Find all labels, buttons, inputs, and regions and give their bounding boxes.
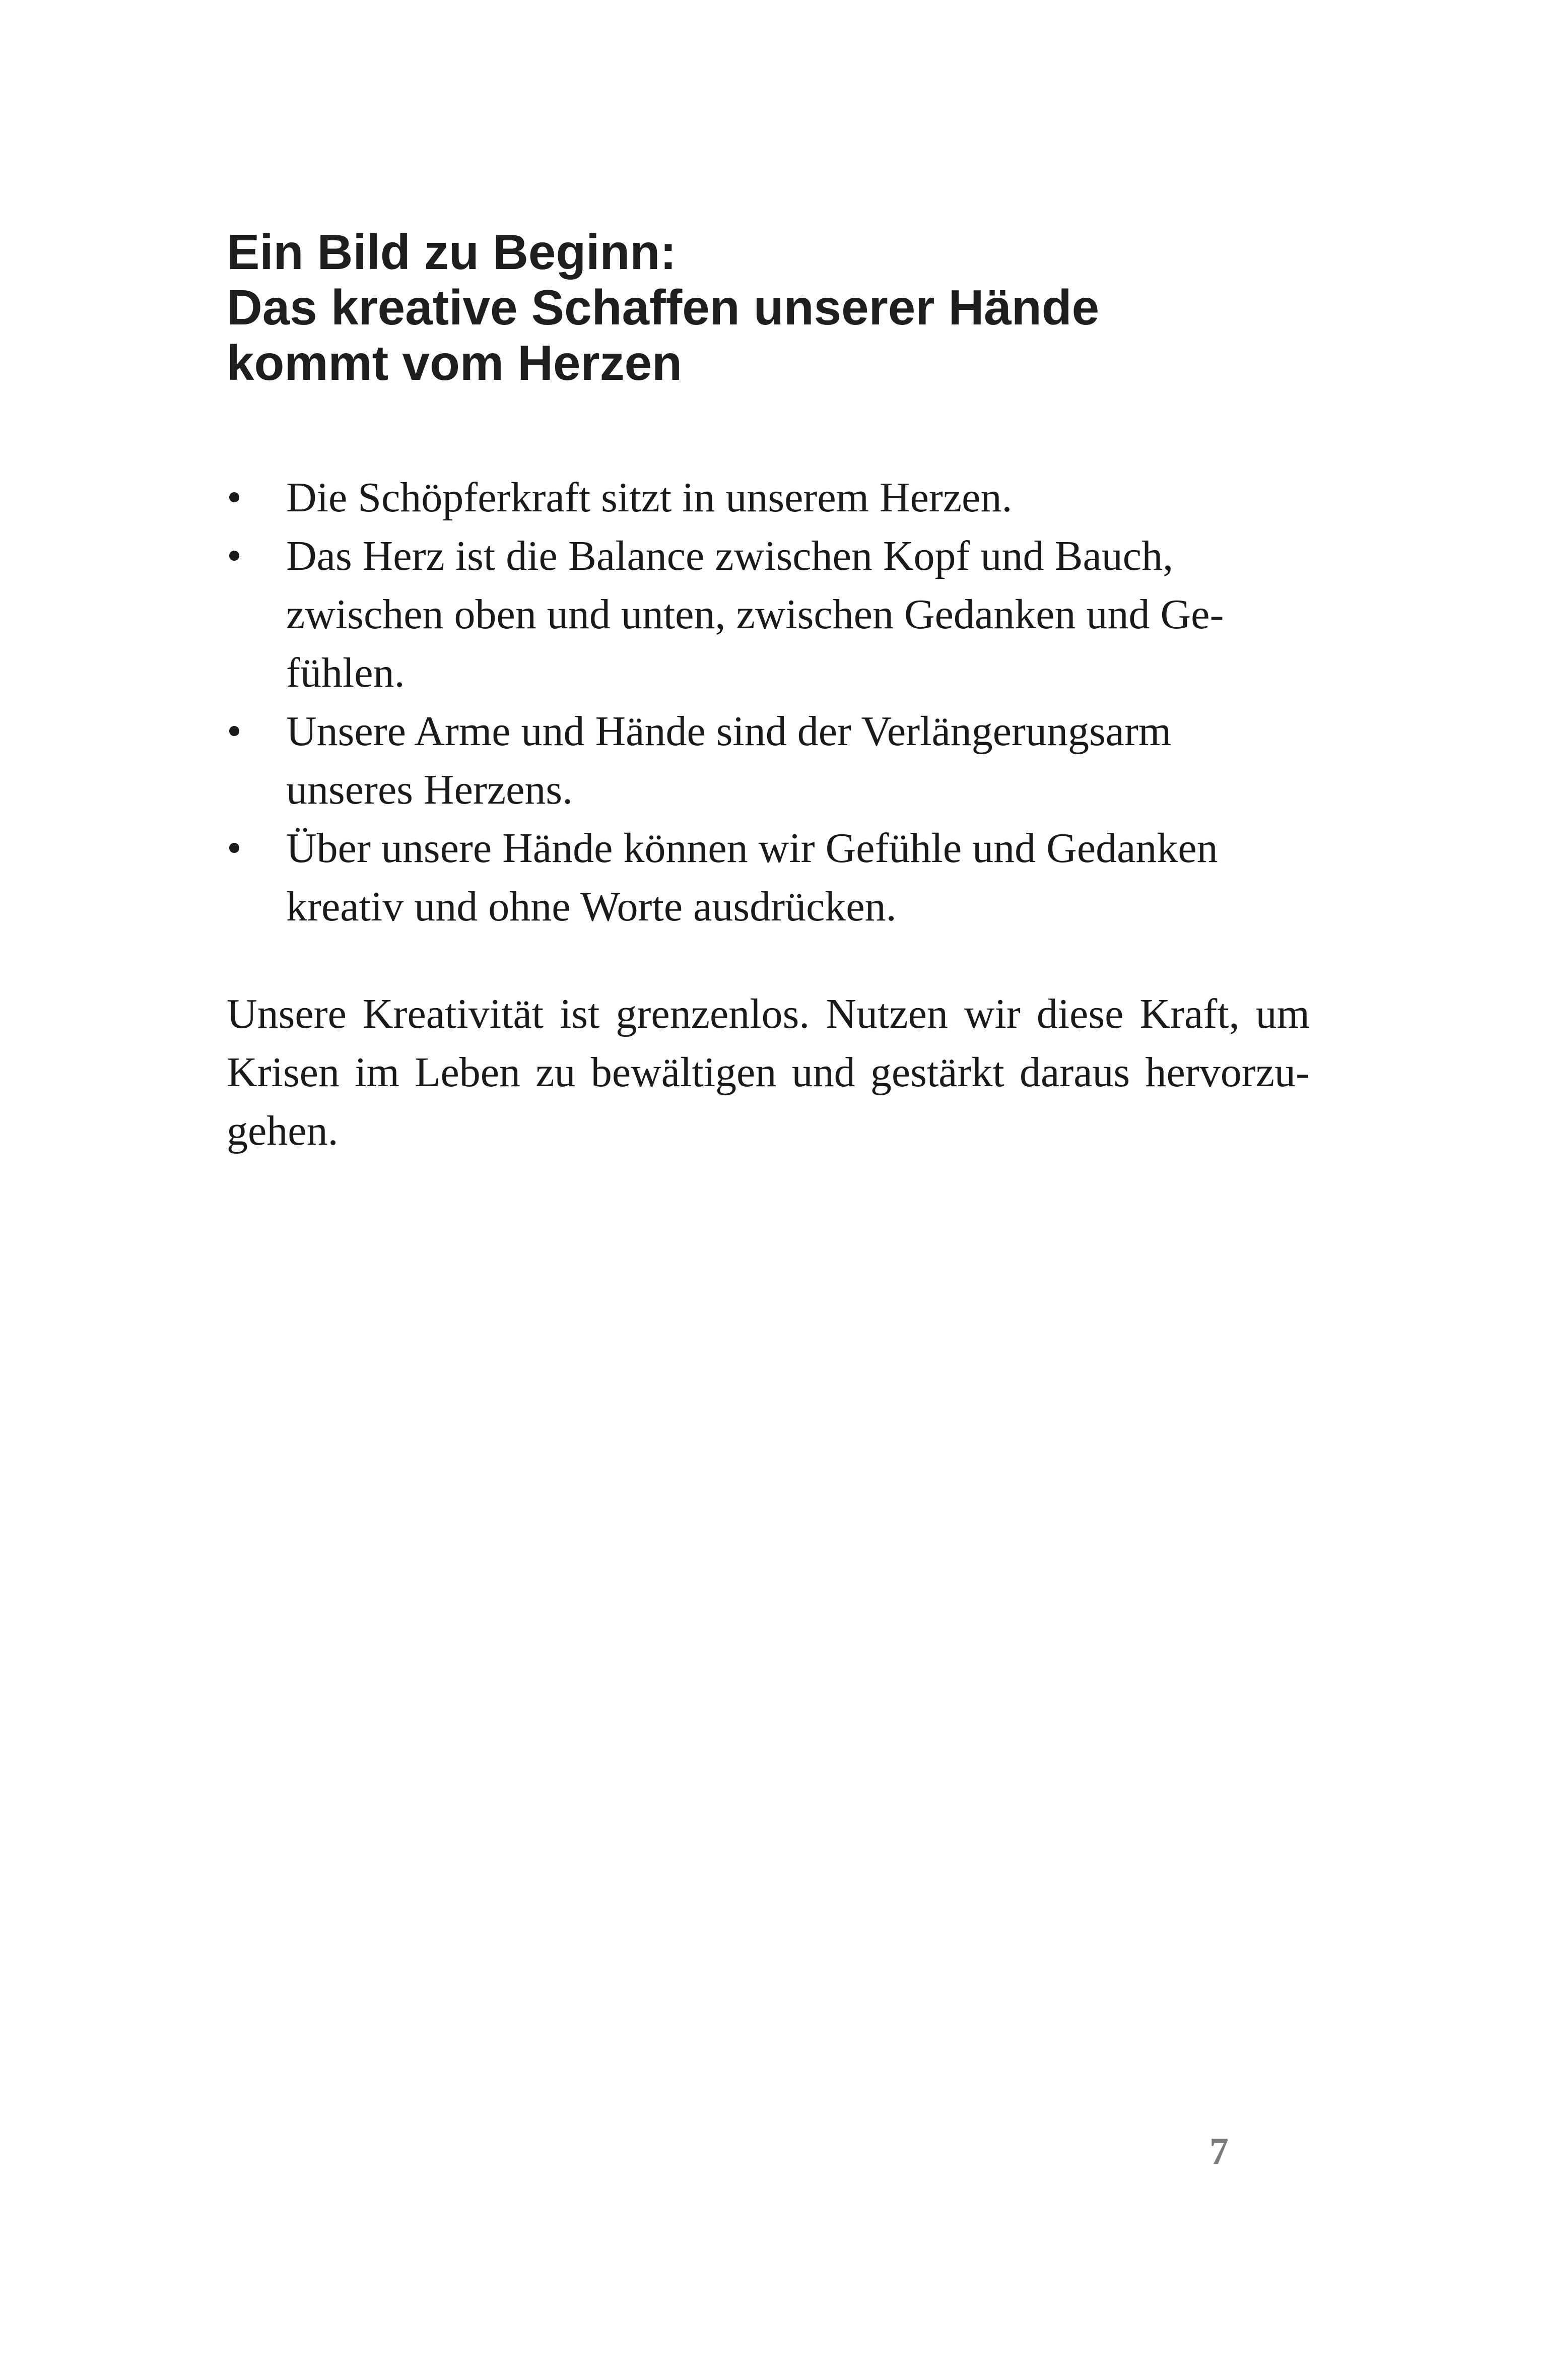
bullet-item bbox=[227, 469, 1325, 527]
bullet-list bbox=[227, 469, 1325, 936]
heading-line: Das kreative Schaffen unserer Hände bbox=[227, 280, 1100, 335]
chapter-heading bbox=[227, 224, 1385, 390]
bullet-line: Das Herz ist die Balance zwischen Kopf und Bauch, bbox=[286, 533, 1174, 579]
bullet-dot: • bbox=[227, 533, 242, 579]
paragraph-line: Unsere Kreativität ist grenzenlos. Nutzen wir diese Kraft, um bbox=[227, 990, 1310, 1037]
paragraph-line: Krisen im Leben zu bewältigen und gestärkt daraus hervorzu- bbox=[227, 1049, 1310, 1096]
page-number: 7 bbox=[1209, 2130, 1229, 2172]
heading-line: kommt vom Herzen bbox=[227, 335, 683, 390]
bullet-item bbox=[227, 819, 1325, 936]
bullet-dot: • bbox=[227, 474, 242, 521]
bullet-line: Unsere Arme und Hände sind der Verlängerungsarm bbox=[286, 708, 1172, 755]
body-paragraph bbox=[227, 985, 1310, 1160]
bullet-line: Die Schöpferkraft sitzt in unserem Herzen. bbox=[286, 474, 1013, 521]
bullet-line: zwischen oben und unten, zwischen Gedanken und Ge- bbox=[286, 591, 1224, 638]
bullet-dot: • bbox=[227, 825, 242, 872]
bullet-item bbox=[227, 702, 1325, 819]
bullet-item bbox=[227, 527, 1325, 702]
bullet-dot: • bbox=[227, 708, 242, 755]
heading-line: Ein Bild zu Beginn: bbox=[227, 224, 677, 280]
bullet-line: kreativ und ohne Worte ausdrücken. bbox=[286, 883, 897, 930]
bullet-line: fühlen. bbox=[286, 649, 405, 696]
paragraph-line: gehen. bbox=[227, 1107, 339, 1154]
bullet-line: unseres Herzens. bbox=[286, 766, 573, 813]
bullet-line: Über unsere Hände können wir Gefühle und Gedanken bbox=[286, 825, 1218, 872]
